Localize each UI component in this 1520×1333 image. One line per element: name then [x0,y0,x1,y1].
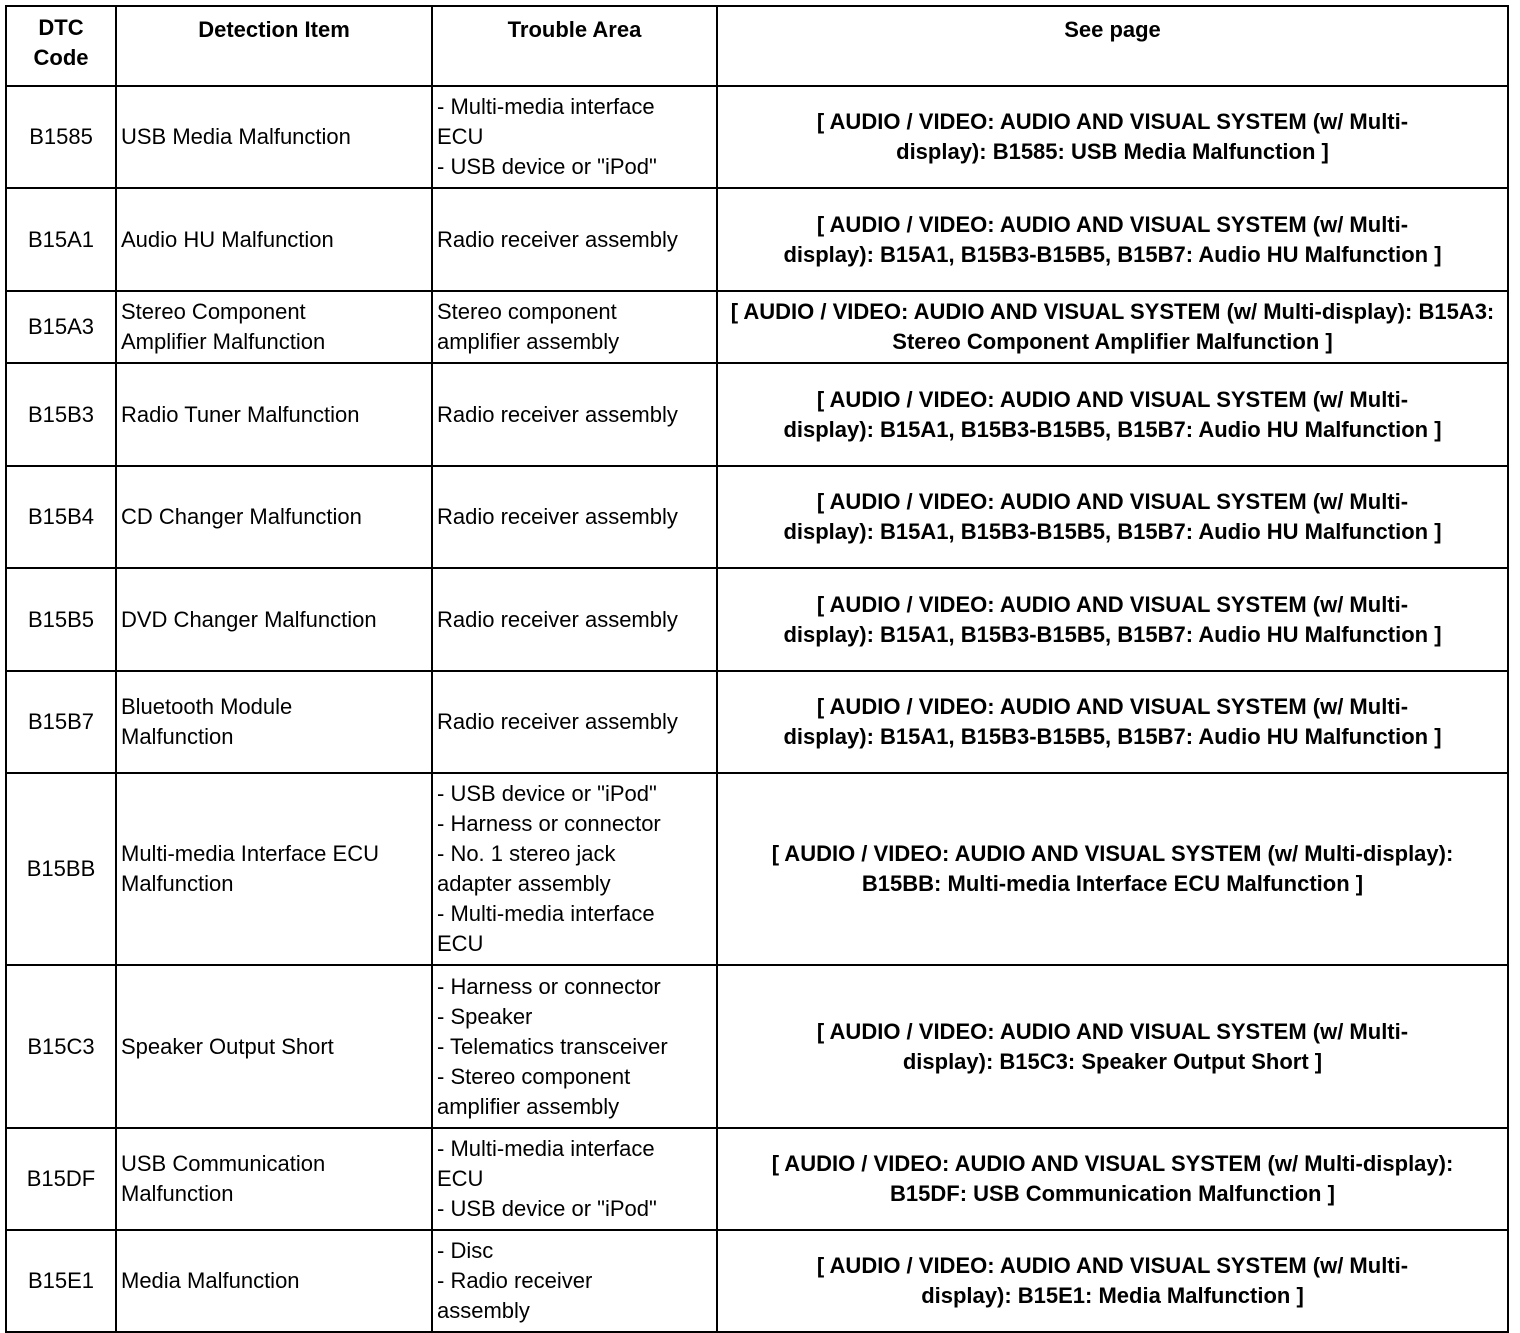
see-page-text: [ AUDIO / VIDEO: AUDIO AND VISUAL SYSTEM (w/ Multi-display): B15A1, B15B3-B15B5, B15B7: Audio HU Malfunction ] [783,211,1442,267]
see-page-link[interactable] [717,291,1508,363]
see-page-text: [ AUDIO / VIDEO: AUDIO AND VISUAL SYSTEM (w/ Multi-display): B15A1, B15B3-B15B5, B15B7: Audio HU Malfunction ] [783,694,1442,749]
table-row [6,466,1508,568]
trouble-area-cell: - Multi-media interface ECU - USB device or "iPod" [432,1128,717,1230]
see-page-text: [ AUDIO / VIDEO: AUDIO AND VISUAL SYSTEM (w/ Multi-display): B15BB: Multi-media Interface ECU Malfunction ] [771,841,1454,896]
table-row [6,1128,1508,1230]
table-row [6,363,1508,466]
see-page-text: [ AUDIO / VIDEO: AUDIO AND VISUAL SYSTEM (w/ Multi-display): B15A1, B15B3-B15B5, B15B7: Audio HU Malfunction ] [783,386,1442,442]
table-row [6,86,1508,188]
dtc-code-cell: B1585 [6,86,116,188]
trouble-area-cell: Radio receiver assembly [432,363,717,466]
see-page-link[interactable] [717,86,1508,188]
dtc-code-cell: B15B5 [6,568,116,671]
dtc-code-cell: B15A3 [6,291,116,363]
trouble-area-cell: - Multi-media interface ECU - USB device or "iPod" [432,86,717,188]
dtc-code-cell: B15B4 [6,466,116,568]
detection-item-cell: Stereo Component Amplifier Malfunction [116,291,432,363]
table-row [6,773,1508,965]
see-page-link[interactable] [717,466,1508,568]
see-page-link[interactable] [717,188,1508,291]
see-page-link[interactable] [717,671,1508,773]
trouble-area-cell: Radio receiver assembly [432,671,717,773]
detection-item-cell: Radio Tuner Malfunction [116,363,432,466]
trouble-area-cell: Radio receiver assembly [432,188,717,291]
detection-item-cell: Speaker Output Short [116,965,432,1128]
table-row [6,291,1508,363]
dtc-code-cell: B15DF [6,1128,116,1230]
trouble-area-cell: - Harness or connector - Speaker - Telematics transceiver - Stereo component amplifier assembly [432,965,717,1128]
trouble-area-cell: - USB device or "iPod" - Harness or connector - No. 1 stereo jack adapter assembly - Multi-media interface ECU [432,773,717,965]
header-dtc-code: DTC Code [6,6,116,86]
table-row [6,1230,1508,1332]
detection-item-cell: Audio HU Malfunction [116,188,432,291]
detection-item-cell: CD Changer Malfunction [116,466,432,568]
trouble-area-cell: Stereo component amplifier assembly [432,291,717,363]
header-trouble-area: Trouble Area [432,6,717,86]
see-page-text: [ AUDIO / VIDEO: AUDIO AND VISUAL SYSTEM (w/ Multi-display): B15A3: Stereo Component Amplifier Malfunction ] [730,299,1495,354]
table-row [6,568,1508,671]
dtc-code-cell: B15E1 [6,1230,116,1332]
see-page-text: [ AUDIO / VIDEO: AUDIO AND VISUAL SYSTEM (w/ Multi-display): B15E1: Media Malfunction ] [816,1253,1409,1308]
table-row [6,965,1508,1128]
trouble-area-cell: - Disc - Radio receiver assembly [432,1230,717,1332]
trouble-area-cell: Radio receiver assembly [432,568,717,671]
see-page-link[interactable] [717,1128,1508,1230]
dtc-code-cell: B15A1 [6,188,116,291]
dtc-code-cell: B15C3 [6,965,116,1128]
see-page-text: [ AUDIO / VIDEO: AUDIO AND VISUAL SYSTEM (w/ Multi-display): B15A1, B15B3-B15B5, B15B7: Audio HU Malfunction ] [783,489,1442,544]
detection-item-cell: USB Media Malfunction [116,86,432,188]
dtc-code-cell: B15BB [6,773,116,965]
see-page-text: [ AUDIO / VIDEO: AUDIO AND VISUAL SYSTEM (w/ Multi-display): B15A1, B15B3-B15B5, B15B7: Audio HU Malfunction ] [783,591,1442,647]
see-page-link[interactable] [717,568,1508,671]
detection-item-cell: Bluetooth Module Malfunction [116,671,432,773]
see-page-text: [ AUDIO / VIDEO: AUDIO AND VISUAL SYSTEM (w/ Multi-display): B15DF: USB Communication Malfunction ] [771,1151,1454,1206]
see-page-link[interactable] [717,1230,1508,1332]
see-page-link[interactable] [717,363,1508,466]
detection-item-cell: Multi-media Interface ECU Malfunction [116,773,432,965]
see-page-text: [ AUDIO / VIDEO: AUDIO AND VISUAL SYSTEM (w/ Multi-display): B15C3: Speaker Output Short ] [816,1018,1409,1074]
see-page-link[interactable] [717,965,1508,1128]
see-page-link[interactable] [717,773,1508,965]
dtc-code-cell: B15B7 [6,671,116,773]
trouble-area-cell: Radio receiver assembly [432,466,717,568]
dtc-table [5,5,1509,1333]
see-page-text: [ AUDIO / VIDEO: AUDIO AND VISUAL SYSTEM (w/ Multi-display): B1585: USB Media Malfunction ] [816,109,1409,164]
detection-item-cell: Media Malfunction [116,1230,432,1332]
header-row [6,6,1508,86]
detection-item-cell: USB Communication Malfunction [116,1128,432,1230]
header-see-page: See page [717,6,1508,86]
detection-item-cell: DVD Changer Malfunction [116,568,432,671]
table-row [6,671,1508,773]
header-detection-item: Detection Item [116,6,432,86]
table-row [6,188,1508,291]
dtc-code-cell: B15B3 [6,363,116,466]
